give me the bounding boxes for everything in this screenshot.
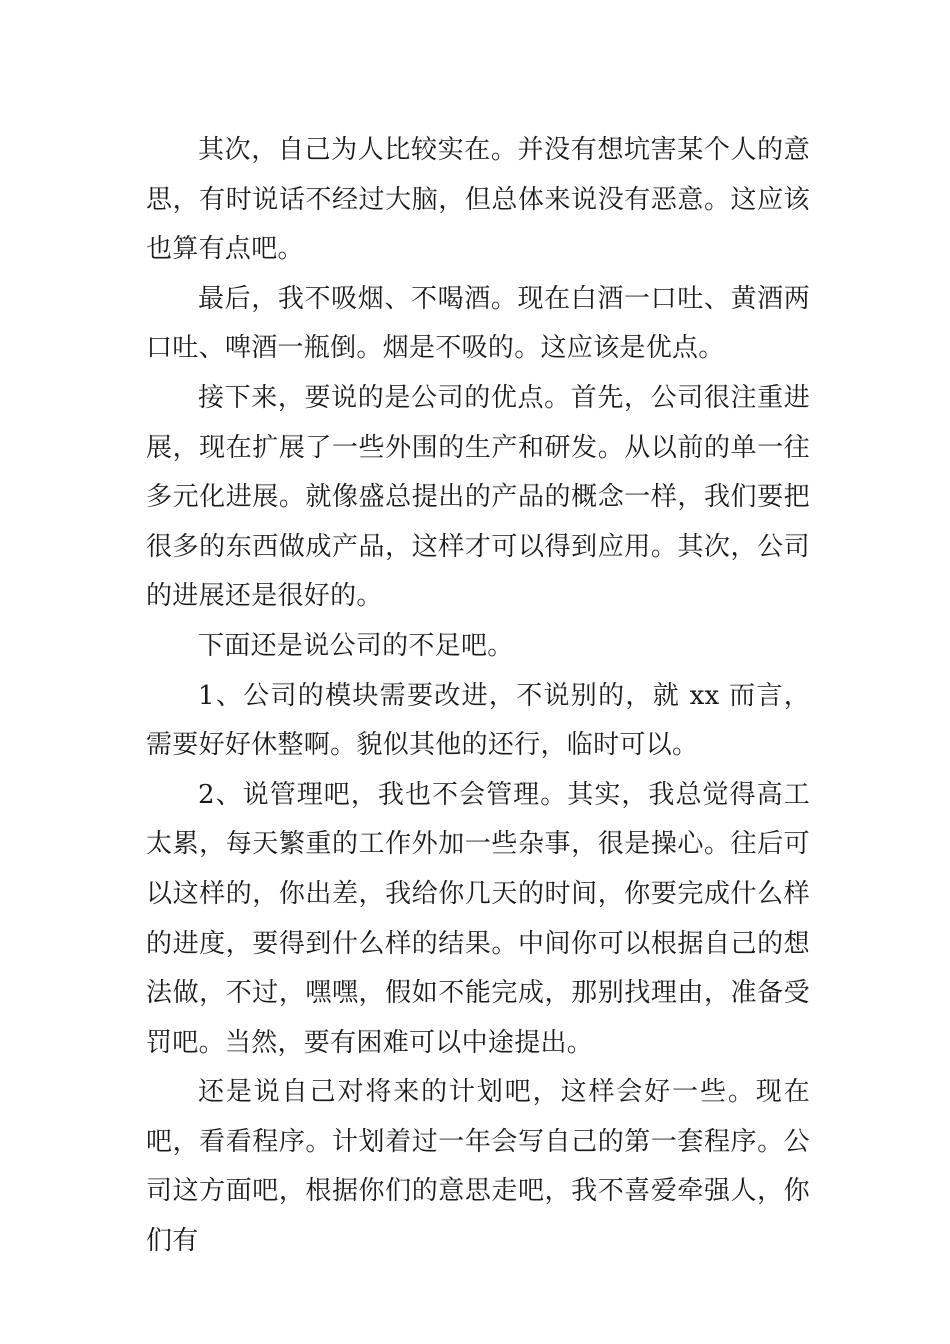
paragraph-1: 其次，自己为人比较实在。并没有想坑害某个人的意思，有时说话不经过大脑，但总体来说没有恶意。这应该也算有点吧。	[146, 135, 810, 265]
paragraph-4: 下面还是说公司的不足吧。	[198, 630, 514, 661]
paragraph-6: 2、说管理吧，我也不会管理。其实，我总觉得高工太累，每天繁重的工作外加一些杂事，很是操心。往后可以这样的，你出差，我给你几天的时间，你要完成什么样的进度，要得到什么样的结果。中间你可以根据自己的想法做，不过，嘿嘿，假如不能完成，那别找理由，准备受罚吧。当然，要有困难可以中途提出。	[146, 779, 810, 1058]
paragraph-7: 还是说自己对将来的计划吧，这样会好一些。现在吧，看看程序。计划着过一年会写自己的第一套程序。公司这方面吧，根据你们的意思走吧，我不喜爱牵强人，你们有	[146, 1077, 810, 1257]
document-body	[146, 126, 810, 1267]
paragraph-3: 接下来，要说的是公司的优点。首先，公司很注重进展，现在扩展了一些外围的生产和研发。从以前的单一往多元化进展。就像盛总提出的产品的概念一样，我们要把很多的东西做成产品，这样才可以得到应用。其次，公司的进展还是很好的。	[146, 382, 810, 612]
paragraph-2: 最后，我不吸烟、不喝酒。现在白酒一口吐、黄酒两口吐、啤酒一瓶倒。烟是不吸的。这应该是优点。	[146, 283, 810, 364]
paragraph-5: 1、公司的模块需要改进，不说别的，就 xx 而言，需要好好休整啊。貌似其他的还行，临时可以。	[146, 680, 810, 761]
